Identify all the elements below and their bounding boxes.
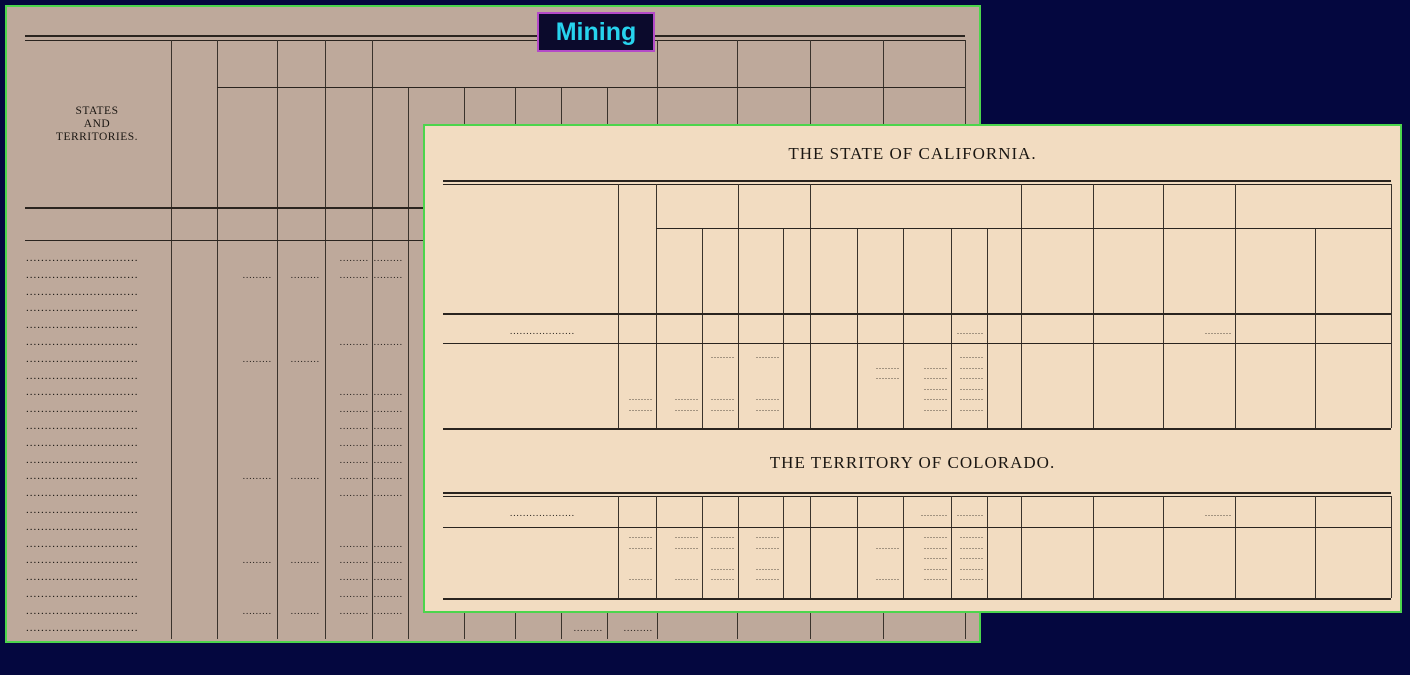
leader-dots: .............................. xyxy=(26,369,139,382)
row-label xyxy=(26,502,169,518)
empty-cell-dots: ......... xyxy=(373,488,403,499)
california-title: THE STATE OF CALIFORNIA. xyxy=(788,144,1037,163)
leader-dots: .............................. xyxy=(26,252,139,264)
row-label xyxy=(26,401,169,417)
empty-cell-dots: ......... xyxy=(242,269,272,280)
empty-cell-dots: ......... xyxy=(373,454,403,465)
total-bottom-rule xyxy=(443,343,1391,344)
row-label xyxy=(26,519,169,535)
top-rule-inner xyxy=(25,40,965,41)
empty-cell-dots: ......... xyxy=(373,589,403,599)
empty-cell-dots: ........ xyxy=(960,382,984,392)
empty-cell-dots: ........ xyxy=(876,361,900,371)
empty-cell-dots: ........ xyxy=(960,393,984,402)
empty-cell-dots: ........ xyxy=(960,351,984,360)
total-row xyxy=(425,326,1400,337)
empty-cell-dots: ......... xyxy=(339,589,369,599)
row-label xyxy=(26,418,169,434)
empty-cell-dots: ......... xyxy=(373,538,403,549)
empty-cell-dots: ........ xyxy=(960,531,984,540)
empty-cell-dots: ........ xyxy=(924,531,948,540)
row-label xyxy=(26,569,169,585)
table-row xyxy=(425,350,1400,361)
empty-cell-dots: ........ xyxy=(629,573,653,582)
row-label xyxy=(26,620,169,636)
row-label xyxy=(26,317,169,333)
empty-cell-dots: ......... xyxy=(339,437,369,448)
leader-dots: .............................. xyxy=(26,386,139,399)
row-label xyxy=(26,452,169,468)
empty-cell-dots: ........ xyxy=(924,361,948,371)
leader-dots: .............................. xyxy=(26,336,139,348)
leader-dots: .............................. xyxy=(26,588,139,600)
empty-cell-dots: ........ xyxy=(960,403,984,413)
empty-cell-dots: ........ xyxy=(924,562,948,572)
row-label xyxy=(26,586,169,602)
empty-cell-dots: ........ xyxy=(756,351,780,360)
empty-cell-dots: ........ xyxy=(756,403,780,413)
empty-cell-dots: ......... xyxy=(290,269,320,280)
empty-cell-dots: ......... xyxy=(339,538,369,549)
empty-cell-dots: ........ xyxy=(924,541,948,551)
row-label xyxy=(26,603,169,619)
empty-cell-dots: ........ xyxy=(924,552,948,561)
empty-cell-dots: ........ xyxy=(876,541,900,551)
empty-cell-dots: ........ xyxy=(675,573,699,582)
leader-dots: .............................. xyxy=(26,604,139,617)
empty-cell-dots: ........ xyxy=(675,531,699,540)
empty-cell-dots: ......... xyxy=(373,421,403,431)
empty-cell-dots: ......... xyxy=(339,572,369,583)
empty-cell-dots: ......... xyxy=(339,404,369,415)
row-label xyxy=(26,368,169,384)
table-row xyxy=(425,562,1400,573)
empty-cell-dots: ........ xyxy=(756,562,780,572)
row-label xyxy=(26,468,169,484)
empty-cell-dots: ........ xyxy=(629,403,653,413)
leader-dots: .............................. xyxy=(26,554,139,567)
empty-cell-dots: ........ xyxy=(756,541,780,551)
leader-dots: .............................. xyxy=(26,285,139,298)
empty-cell-dots: ........ xyxy=(711,393,735,402)
empty-cell-dots: ........ xyxy=(876,372,900,381)
row-label xyxy=(26,485,169,501)
empty-cell-dots: ......... xyxy=(957,327,984,336)
top-rule-inner xyxy=(443,184,1391,185)
empty-cell-dots: ......... xyxy=(242,353,272,364)
empty-cell-dots: ......... xyxy=(339,471,369,482)
table-row xyxy=(425,403,1400,414)
empty-cell-dots: ........ xyxy=(924,372,948,381)
empty-cell-dots: ........ xyxy=(960,541,984,551)
empty-cell-dots: ......... xyxy=(290,471,320,482)
leader-dots: .............................. xyxy=(26,268,139,281)
empty-cell-dots: ......... xyxy=(373,605,403,616)
empty-cell-dots: ......... xyxy=(373,253,403,263)
empty-cell-dots: ........ xyxy=(675,541,699,551)
empty-cell-dots: ......... xyxy=(242,555,272,566)
california-colorado-table-panel xyxy=(423,124,1402,613)
empty-cell-dots: ......... xyxy=(339,605,369,616)
leader-dots: .............................. xyxy=(26,319,139,332)
table-row xyxy=(425,530,1400,541)
table-row xyxy=(425,392,1400,403)
empty-cell-dots: ........ xyxy=(629,531,653,540)
leader-dots: .............................. xyxy=(26,537,139,550)
empty-cell-dots: ......... xyxy=(339,454,369,465)
empty-cell-dots: ......... xyxy=(339,387,369,398)
empty-cell-dots: ........ xyxy=(960,552,984,561)
empty-cell-dots: ........ xyxy=(711,573,735,582)
leader-dots: .............................. xyxy=(26,436,139,449)
leader-dots: .............................. xyxy=(26,504,139,516)
empty-cell-dots: ........ xyxy=(756,573,780,582)
table-bottom-rule xyxy=(443,428,1391,430)
empty-cell-dots: ......... xyxy=(373,337,403,347)
top-rule xyxy=(443,492,1391,494)
empty-cell-dots: ......... xyxy=(290,555,320,566)
leader-dots: .............................. xyxy=(26,302,139,315)
empty-cell-dots: ........ xyxy=(960,361,984,371)
table-bottom-rule xyxy=(443,598,1391,600)
table-row xyxy=(425,572,1400,583)
empty-cell-dots: ......... xyxy=(373,387,403,398)
empty-cell-dots: ......... xyxy=(242,605,272,616)
top-rule-inner xyxy=(443,496,1391,497)
empty-cell-dots: ........ xyxy=(756,531,780,540)
empty-cell-dots: ......... xyxy=(573,622,603,633)
empty-cell-dots: ......... xyxy=(373,471,403,482)
leader-dots: .............................. xyxy=(26,470,139,483)
total-row xyxy=(425,508,1400,519)
leader-dots: .............................. xyxy=(26,403,139,416)
empty-cell-dots: ........ xyxy=(924,382,948,392)
leader-dots: .............................. xyxy=(26,487,139,500)
leader-dots: .............................. xyxy=(26,520,139,533)
empty-cell-dots: ........ xyxy=(876,573,900,582)
empty-cell-dots: ........ xyxy=(711,562,735,572)
top-rule xyxy=(25,35,965,37)
empty-cell-dots: ......... xyxy=(339,421,369,431)
empty-cell-dots: ......... xyxy=(957,509,984,518)
empty-cell-dots: ......... xyxy=(623,622,653,633)
colorado-title: THE TERRITORY OF COLORADO. xyxy=(769,453,1056,472)
table-row xyxy=(425,371,1400,382)
empty-cell-dots: ........ xyxy=(711,541,735,551)
leader-dots: .............................. xyxy=(26,352,139,365)
leader-dots: .............................. xyxy=(26,621,139,634)
empty-cell-dots: ........ xyxy=(675,393,699,402)
table-row xyxy=(425,541,1400,552)
header-bottom-rule xyxy=(443,313,1391,315)
row-label xyxy=(26,267,169,283)
stub-header: STATES AND TERRITORIES. xyxy=(55,105,139,143)
row-label xyxy=(26,384,169,400)
row-label xyxy=(26,284,169,300)
top-rule xyxy=(443,180,1391,182)
empty-cell-dots: ........ xyxy=(924,393,948,402)
group-header-rule xyxy=(656,228,1391,229)
empty-cell-dots: ......... xyxy=(373,404,403,415)
row-label xyxy=(26,435,169,451)
empty-cell-dots: ......... xyxy=(339,253,369,263)
empty-cell-dots: ......... xyxy=(339,488,369,499)
empty-cell-dots: ......... xyxy=(1205,509,1232,518)
leader-dots: .................... xyxy=(510,508,575,518)
empty-cell-dots: ........ xyxy=(756,393,780,402)
group-header-rule xyxy=(217,87,965,88)
empty-cell-dots: ......... xyxy=(339,269,369,280)
empty-cell-dots: ......... xyxy=(373,555,403,566)
empty-cell-dots: ........ xyxy=(960,372,984,381)
leader-dots: .................... xyxy=(510,326,575,336)
empty-cell-dots: ........ xyxy=(960,562,984,572)
empty-cell-dots: ......... xyxy=(373,269,403,280)
empty-cell-dots: ........ xyxy=(924,573,948,582)
empty-cell-dots: ......... xyxy=(921,509,948,518)
empty-cell-dots: ........ xyxy=(629,393,653,402)
empty-cell-dots: ......... xyxy=(373,572,403,583)
row-label xyxy=(26,552,169,568)
total-bottom-rule xyxy=(443,527,1391,528)
row-label xyxy=(26,250,169,266)
empty-cell-dots: ......... xyxy=(290,605,320,616)
empty-cell-dots: ........ xyxy=(960,573,984,582)
table-row xyxy=(7,620,977,636)
empty-cell-dots: ........ xyxy=(924,403,948,413)
table-row xyxy=(425,382,1400,393)
empty-cell-dots: ......... xyxy=(242,471,272,482)
row-label xyxy=(26,300,169,316)
row-label xyxy=(26,351,169,367)
empty-cell-dots: ........ xyxy=(675,403,699,413)
empty-cell-dots: ......... xyxy=(290,353,320,364)
empty-cell-dots: ........ xyxy=(711,531,735,540)
empty-cell-dots: ......... xyxy=(1205,327,1232,336)
empty-cell-dots: ......... xyxy=(339,337,369,347)
empty-cell-dots: ........ xyxy=(711,403,735,413)
leader-dots: .............................. xyxy=(26,453,139,466)
mining-title-badge: Mining xyxy=(537,12,655,52)
empty-cell-dots: ........ xyxy=(711,351,735,360)
leader-dots: .............................. xyxy=(26,571,139,584)
empty-cell-dots: ......... xyxy=(339,555,369,566)
table-row xyxy=(425,551,1400,562)
row-label xyxy=(26,334,169,350)
empty-cell-dots: ......... xyxy=(373,437,403,448)
row-label xyxy=(26,536,169,552)
table-row xyxy=(425,361,1400,372)
leader-dots: .............................. xyxy=(26,420,139,432)
empty-cell-dots: ........ xyxy=(629,541,653,551)
